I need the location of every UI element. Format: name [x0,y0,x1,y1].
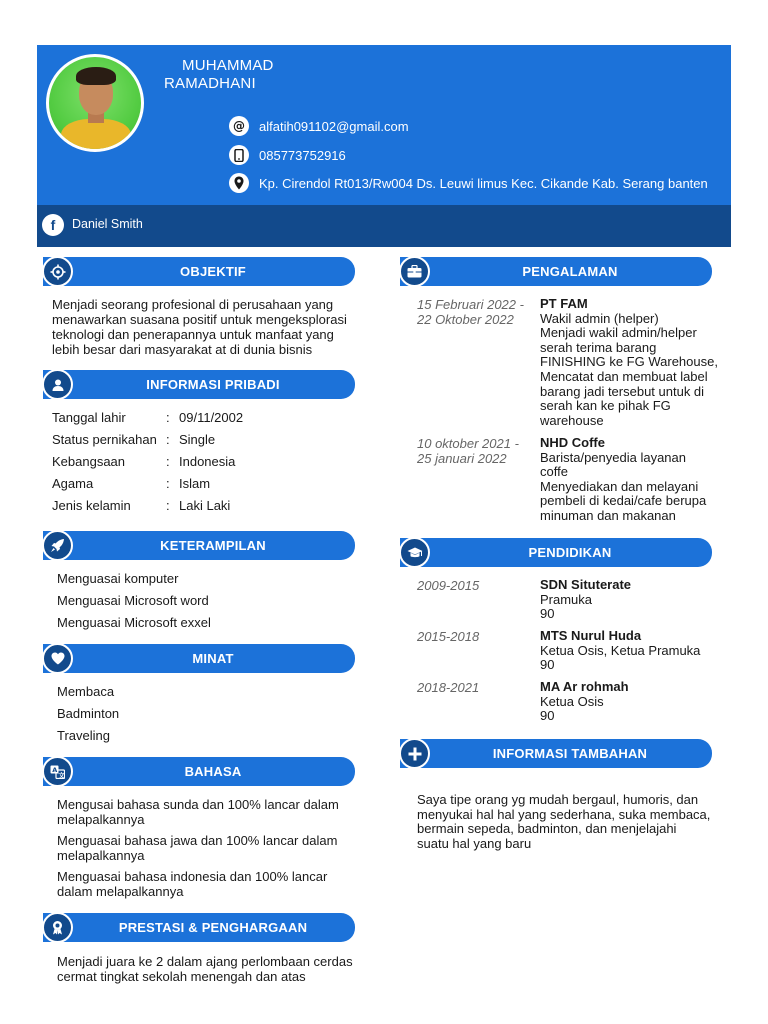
info-value: 09/11/2002 [179,410,244,425]
info-label: Agama [52,476,94,491]
date-line: 15 Februari 2022 - [417,297,524,312]
date-line: 22 Oktober 2022 [417,312,514,327]
section-title: INFORMASI PRIBADI [146,377,280,392]
award-icon [42,912,73,943]
prestasi-line: cermat tingkat sekolah menengah dan atas [57,969,306,984]
education-entry [540,680,629,724]
info-label: Kebangsaan [52,454,126,469]
section-title: OBJEKTIF [180,264,246,279]
section-bahasa-header [43,757,355,786]
experience-line: pembeli di kedai/cafe berupa [540,493,707,509]
education-entry [540,629,700,673]
education-line: 90 [540,708,555,724]
profile-photo [46,54,144,152]
language-line: Mengusai bahasa sunda dan 100% lancar dalam [57,797,339,812]
phone-icon [229,145,249,165]
experience-line: serah kan ke pihak FG [540,398,671,414]
objektif-line: teknologi dan penerapannya untuk manfaat yang [52,327,334,342]
experience-line: minuman dan makanan [540,507,676,523]
last-name: RAMADHANI [164,75,256,92]
section-title: PENDIDIKAN [528,545,612,560]
section-pengalaman-header [400,257,712,286]
location-pin-icon [229,173,249,193]
education-line: Pramuka [540,591,593,607]
contact-phone[interactable]: 085773752916 [259,147,346,163]
svg-text:A: A [52,765,58,774]
experience-line: warehouse [540,412,604,428]
language-item [57,797,339,827]
objektif-text [52,297,347,357]
education-line: Ketua Osis, Ketua Pramuka [540,642,701,658]
heart-icon [42,643,73,674]
education-date: 2015-2018 [417,629,480,644]
skill-item: Menguasai Microsoft word [57,593,209,608]
section-title: INFORMASI TAMBAHAN [492,746,648,761]
skill-item: Menguasai komputer [57,571,179,586]
facebook-name[interactable]: Daniel Smith [72,217,143,231]
contact-address-row [229,173,708,193]
experience-line: Wakil admin (helper) [540,310,659,326]
at-icon: @ [229,116,249,136]
section-title: PRESTASI & PENGHARGAAN [118,920,308,935]
person-icon [42,369,73,400]
experience-line: Menyediakan dan melayani [540,478,699,494]
plus-icon [399,738,430,769]
education-line: Ketua Osis [540,693,604,709]
skill-item: Menguasai Microsoft exxel [57,615,211,630]
education-date: 2009-2015 [417,578,480,593]
contact-phone-row [229,145,346,165]
experience-line: FINISHING ke FG Warehouse, [540,354,718,370]
experience-line: Mencatat dan membuat label [540,368,708,384]
facebook-icon[interactable]: f [42,214,64,236]
language-line: melapalkannya [57,848,145,863]
info-tambahan-line: bermain sepeda, badminton, dan menjelajahi [417,821,677,836]
education-line: 90 [540,657,555,673]
section-pendidikan-header [400,538,712,567]
education-entry [540,578,631,622]
language-item [57,869,327,899]
language-line: melapalkannya [57,812,145,827]
objektif-line: menawarkan suasana positif untuk mengeksplorasi [52,312,347,327]
hobby-item: Traveling [57,728,110,743]
info-label: Tanggal lahir [52,410,126,425]
language-line: Menguasai bahasa indonesia dan 100% lancar [57,869,328,884]
experience-date [417,297,524,327]
rocket-icon [42,530,73,561]
prestasi-text [57,954,353,984]
experience-line: serah terima barang [540,339,657,355]
briefcase-icon [399,256,430,287]
objektif-line: lebih besar dari masyarakat at di dunia bisnis [52,342,313,357]
first-name: MUHAMMAD [182,57,274,74]
photo-hair [76,67,116,85]
hobby-item: Badminton [57,706,120,721]
hobby-item: Membaca [57,684,115,699]
objektif-line: Menjadi seorang profesional di perusahaan yang [52,297,334,312]
contact-email[interactable]: alfatih091102@gmail.com [259,118,409,134]
info-tambahan-line: menyukai hal hal yang sederhana, suka membaca, [417,806,711,822]
informasi-tambahan-text [417,793,710,851]
photo-shirt [61,119,131,152]
target-icon [42,256,73,287]
info-value: Islam [179,476,211,491]
section-title: KETERAMPILAN [160,538,266,553]
prestasi-line: Menjadi juara ke 2 dalam ajang perlombaan cerdas [57,954,353,969]
education-date: 2018-2021 [417,680,480,695]
info-value: Laki Laki [179,498,231,513]
experience-entry [540,297,718,428]
full-name [164,57,274,93]
education-line: 90 [540,606,555,622]
experience-line: Menjadi wakil admin/helper [540,325,697,341]
date-line: 10 oktober 2021 - [417,436,519,451]
section-informasi-pribadi-header [43,370,355,399]
info-value: Indonesia [179,454,236,469]
info-tambahan-line: Saya tipe orang yg mudah bergaul, humoris, dan [417,792,699,807]
graduation-cap-icon [399,537,430,568]
section-title: MINAT [192,651,234,666]
section-keterampilan-header [43,531,355,560]
translate-icon [42,756,73,787]
info-tambahan-line: suatu hal yang baru [417,835,532,851]
contact-address: Kp. Cirendol Rt013/Rw004 Ds. Leuwi limus Kec. Cikande Kab. Serang banten [259,175,708,191]
language-line: Menguasai bahasa jawa dan 100% lancar dalam [57,833,338,848]
experience-line: barang jadi tersebut untuk di [540,383,705,399]
company-name: PT FAM [540,296,588,311]
language-line: dalam melapalkannya [57,884,184,899]
school-name: MA Ar rohmah [540,679,629,694]
date-line: 25 januari 2022 [417,451,507,466]
experience-line: coffe [540,464,568,480]
school-name: SDN Situterate [540,577,632,592]
info-value: Single [179,432,216,447]
section-title: PENGALAMAN [522,264,618,279]
info-label: Status pernikahan [52,432,157,447]
company-name: NHD Coffe [540,435,605,450]
svg-text:文: 文 [58,770,65,779]
contact-email-row [229,116,409,136]
experience-date [417,436,519,466]
experience-entry [540,436,706,524]
section-minat-header [43,644,355,673]
section-informasi-tambahan-header [400,739,712,768]
section-objektif-header [43,257,355,286]
experience-line: Barista/penyedia layanan [540,449,686,465]
language-item [57,833,337,863]
section-prestasi-header [43,913,355,942]
section-title: BAHASA [184,764,242,779]
school-name: MTS Nurul Huda [540,628,642,643]
info-label: Jenis kelamin [52,498,131,513]
